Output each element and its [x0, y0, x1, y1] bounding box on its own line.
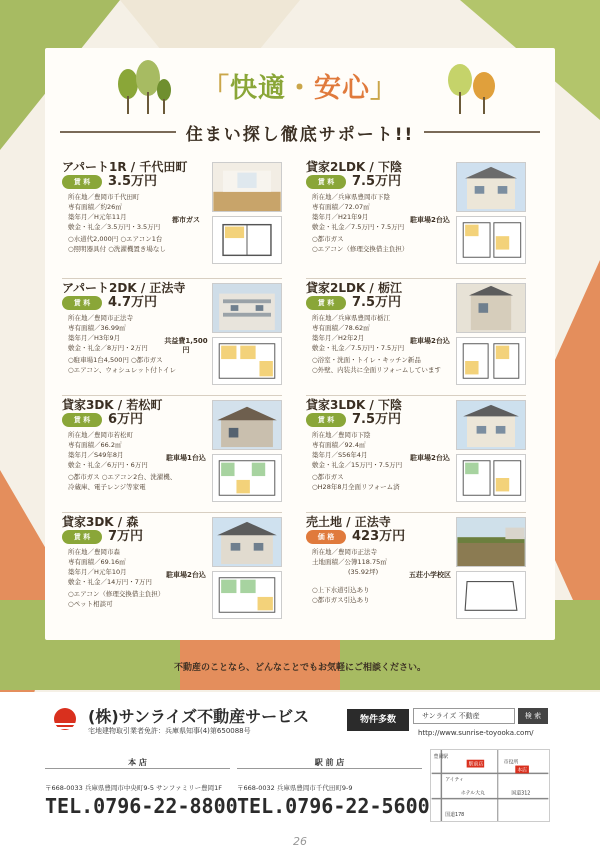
- listing-price: 423万円: [352, 529, 406, 544]
- extra-line: ○水道代2,000円 ○エアコン1台: [68, 235, 163, 243]
- detail-line: 築年月／H3年9月: [68, 334, 121, 342]
- detail-line: 築年月／H元年10月: [68, 568, 127, 576]
- listing-tag: 都市ガス: [172, 216, 200, 224]
- extra-line: 冷蔵庫、電子レンジ等家電: [68, 483, 146, 491]
- property-photo: [456, 400, 526, 450]
- access-map: [430, 749, 550, 822]
- price-badge: 賃 料: [306, 296, 346, 310]
- listing-tag: 駐車場1台込: [166, 454, 206, 462]
- listing-item: [306, 283, 546, 395]
- property-photo: [212, 283, 282, 333]
- listing-heading: 貸家3DK / 森: [62, 515, 139, 529]
- listings-count-label: 物件多数: [347, 709, 409, 731]
- property-photo: [212, 400, 282, 450]
- listing-heading: 売土地 / 正法寺: [306, 515, 391, 529]
- office-phone: TEL.0796-22-8800: [45, 794, 238, 818]
- detail-line: 築年月／S56年4月: [312, 451, 368, 459]
- map-label: アイティ: [445, 777, 464, 784]
- listing-price: 3.5万円: [108, 174, 158, 189]
- extra-line: ○外壁、内装共に全面リフォームしています: [312, 366, 441, 374]
- extra-line: ○エアコン（修理交換借主負担）: [312, 245, 409, 253]
- property-photo: [456, 162, 526, 212]
- floor-plan: [456, 454, 526, 502]
- detail-line: 専有面積／72.07㎡: [312, 203, 370, 211]
- map-label: 国道312: [511, 790, 531, 797]
- price-badge: 賃 料: [62, 413, 102, 427]
- license-number: 宅地建物取引業者免許：兵庫県知事(4)第650088号: [88, 727, 251, 735]
- page-number: 26: [293, 835, 307, 848]
- property-photo: [212, 162, 282, 212]
- subtitle: [60, 120, 540, 144]
- office-phone: TEL.0796-22-5600: [237, 794, 430, 818]
- listing-heading: アパート2DK / 正法寺: [62, 281, 186, 295]
- floor-plan: [212, 454, 282, 502]
- office-name: 駅 前 店: [314, 758, 345, 767]
- divider: [62, 395, 282, 396]
- office-name: 本 店: [128, 758, 147, 767]
- detail-line: 所在地／豊岡市千代田町: [68, 193, 140, 201]
- property-photo: [456, 283, 526, 333]
- office-address: 〒668-0032 兵庫県豊岡市千代田町9-9: [237, 784, 353, 792]
- divider: [306, 512, 526, 513]
- divider: [62, 512, 282, 513]
- extra-line: ○エアコン（修理交換借主負担）: [68, 590, 165, 598]
- price-badge: 価 格: [306, 530, 346, 544]
- detail-line: 専有面積／69.16㎡: [68, 558, 126, 566]
- price-badge: 賃 料: [306, 413, 346, 427]
- subtitle-text: 住まい探し徹底サポート!!: [185, 124, 415, 145]
- detail-line: 専有面積／66.2㎡: [68, 441, 122, 449]
- detail-line: 所在地／兵庫県豊岡市下陰: [312, 193, 390, 201]
- detail-line: 専有面積／36.99㎡: [68, 324, 126, 332]
- listing-tag: 駐車場2台込: [410, 454, 450, 462]
- detail-line: 敷金・礼金／8万円・2万円: [68, 344, 148, 352]
- map-label: ホテル大丸: [460, 790, 485, 797]
- detail-line: 敷金・礼金／7.5万円・7.5万円: [312, 223, 405, 231]
- listing-tag: 共益費1,500円: [164, 337, 208, 354]
- map-label: 国道178: [445, 812, 465, 819]
- extra-line: ○H28年8月全面リフォーム済: [312, 483, 400, 491]
- detail-line: 築年月／H2年2月: [312, 334, 365, 342]
- detail-line: 所在地／豊岡市森: [68, 548, 120, 556]
- listing-item: [62, 162, 302, 274]
- detail-line: 築年月／H元年11月: [68, 213, 127, 221]
- listing-price: 7.5万円: [352, 174, 402, 189]
- detail-line: 敷金・礼金／14万円・7万円: [68, 578, 152, 586]
- property-photo: [456, 517, 526, 567]
- property-photo: [212, 517, 282, 567]
- listing-tag: 駐車場2台込: [166, 571, 206, 579]
- office-address: 〒668-0033 兵庫県豊岡市中央町9-5 サンファミリー豊岡1F: [45, 784, 222, 792]
- listing-price: 7万円: [108, 529, 144, 544]
- website-url[interactable]: http://www.sunrise-toyooka.com/: [418, 729, 534, 737]
- listing-tag: 駐車場2台込: [410, 337, 450, 345]
- extra-line: ○ペット相談可: [68, 600, 113, 608]
- price-badge: 賃 料: [306, 175, 346, 189]
- page-title: 「快適・安心」: [202, 73, 398, 104]
- price-badge: 賃 料: [62, 175, 102, 189]
- company-name: (株)サンライズ不動産サービス: [88, 707, 310, 726]
- map-label: 豊岡駅: [433, 753, 449, 760]
- divider-line: [424, 131, 540, 133]
- detail-line: 敷金・礼金／7.5万円・7.5万円: [312, 344, 405, 352]
- extra-line: ○都市ガス: [312, 473, 344, 481]
- extra-line: ○都市ガス引込あり: [312, 596, 370, 604]
- floor-plan: [212, 337, 282, 385]
- listing-heading: 貸家2LDK / 栃江: [306, 281, 402, 295]
- detail-line: 所在地／豊岡市下陰: [312, 431, 371, 439]
- floor-plan: [456, 571, 526, 619]
- listing-heading: 貸家3LDK / 下陰: [306, 398, 402, 412]
- listing-item: [306, 162, 546, 274]
- extra-line: ○浴室・洗面・トイレ・キッチン新品: [312, 356, 421, 364]
- extra-line: ○都市ガス: [312, 235, 344, 243]
- floor-plan: [456, 216, 526, 264]
- listing-heading: アパート1R / 千代田町: [62, 160, 188, 174]
- map-label: 本店: [517, 767, 527, 774]
- detail-line: 敷金・礼金／3.5万円・3.5万円: [68, 223, 161, 231]
- floor-plan: [212, 571, 282, 619]
- detail-line: 築年月／S49年8月: [68, 451, 124, 459]
- detail-line: 敷金・礼金／15万円・7.5万円: [312, 461, 403, 469]
- listing-price: 7.5万円: [352, 295, 402, 310]
- divider-line: [45, 768, 230, 769]
- extra-line: ○駐車場1台4,500円 ○都市ガス: [68, 356, 163, 364]
- detail-line: 専有面積／78.62㎡: [312, 324, 370, 332]
- listing-item: [62, 400, 302, 512]
- sunrise-logo-icon: [50, 705, 80, 735]
- listing-price: 7.5万円: [352, 412, 402, 427]
- price-badge: 賃 料: [62, 530, 102, 544]
- detail-line: 敷金・礼金／6万円・6万円: [68, 461, 148, 469]
- listing-price: 6万円: [108, 412, 144, 427]
- map-label: 駅前店: [468, 761, 484, 768]
- listing-item: [306, 400, 546, 512]
- listing-price: 4.7万円: [108, 295, 158, 310]
- extra-line: ○上下水道引込あり: [312, 586, 370, 594]
- contact-message: 不動産のことなら、どんなことでもお気軽にご相談ください。: [173, 663, 426, 673]
- listing-heading: 貸家3DK / 若松町: [62, 398, 163, 412]
- extra-line: ○都市ガス ○エアコン2台、洗濯機、: [68, 473, 177, 481]
- extra-line: ○照明器具付 ○洗濯機置き場なし: [68, 245, 166, 253]
- divider-line: [60, 131, 176, 133]
- divider-line: [237, 768, 422, 769]
- detail-line: 専有面積／92.4㎡: [312, 441, 366, 449]
- divider: [306, 395, 526, 396]
- detail-line: 築年月／H21年9月: [312, 213, 369, 221]
- floor-plan: [456, 337, 526, 385]
- listing-tag: 駐車場2台込: [410, 216, 450, 224]
- floor-plan: [212, 216, 282, 264]
- detail-line: 所在地／豊岡市若松町: [68, 431, 133, 439]
- detail-line: 所在地／豊岡市正法寺: [68, 314, 133, 322]
- divider: [62, 278, 282, 279]
- listing-tag: 五荘小学校区: [409, 571, 451, 579]
- listing-item: [62, 283, 302, 395]
- extra-line: ○エアコン、ウォシュレット付トイレ: [68, 366, 177, 374]
- divider: [306, 278, 526, 279]
- listing-heading: 貸家2LDK / 下陰: [306, 160, 402, 174]
- listing-item: [62, 517, 302, 629]
- map-label: 市役所: [503, 759, 519, 766]
- search-button[interactable]: 検 索: [518, 708, 548, 724]
- detail-line: 土地面積／公簿118.75㎡: [312, 558, 387, 566]
- detail-line: 専有面積／約26㎡: [68, 203, 122, 211]
- listing-item: [306, 517, 546, 629]
- search-input[interactable]: サンライズ 不動産: [413, 708, 515, 724]
- price-badge: 賃 料: [62, 296, 102, 310]
- detail-line: 所在地／豊岡市正法寺: [312, 548, 377, 556]
- detail-line: 所在地／兵庫県豊岡市栃江: [312, 314, 390, 322]
- detail-line: (35.92坪): [348, 568, 379, 576]
